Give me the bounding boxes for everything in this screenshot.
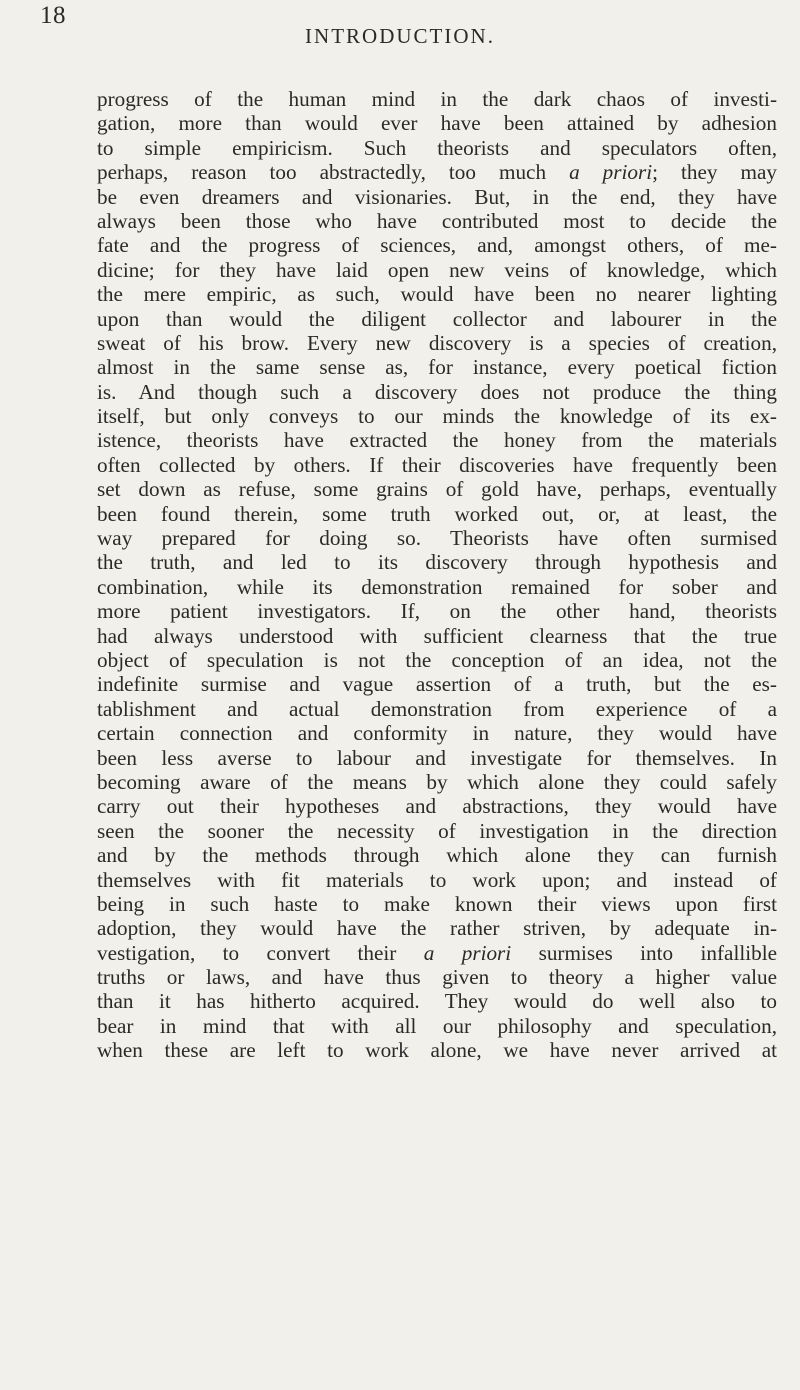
text-line: themselves with fit materials to work upon; and instead of [97,867,777,892]
text-line: istence, theorists have extracted the honey from the materials [97,428,777,453]
text-line: bear in mind that with all our philosophy and speculation, [97,1013,777,1038]
text-line: combination, while its demonstration remained for sober and [97,574,777,599]
text-line: more patient investigators. If, on the other hand, theorists [97,599,777,624]
text-line: fate and the progress of sciences, and, amongst others, of me- [97,233,777,258]
text-line: tablishment and actual demonstration from experience of a [97,696,777,721]
text-line: indefinite surmise and vague assertion of a truth, but the es- [97,672,777,697]
text-line: often collected by others. If their discoveries have frequently been [97,452,777,477]
text-line: upon than would the diligent collector and labourer in the [97,306,777,331]
text-line: carry out their hypotheses and abstractions, they would have [97,794,777,819]
text-line: than it has hitherto acquired. They would do well also to [97,989,777,1014]
page-number: 18 [40,2,66,29]
text-line: been found therein, some truth worked out, or, at least, the [97,501,777,526]
text-line: being in such haste to make known their views upon first [97,891,777,916]
text-line: always been those who have contributed most to decide the [97,208,777,233]
text-line: sweat of his brow. Every new discovery is a species of creation, [97,330,777,355]
text-line: truths or laws, and have thus given to theory a higher value [97,965,777,990]
text-line: the truth, and led to its discovery through hypothesis and [97,550,777,575]
text-line: the mere empiric, as such, would have been no nearer lighting [97,282,777,307]
text-line: be even dreamers and visionaries. But, in the end, they have [97,184,777,209]
text-line: been less averse to labour and investigate for themselves. In [97,745,777,770]
italic-phrase: a priori [423,940,512,965]
text-line: seen the sooner the necessity of investigation in the direction [97,818,777,843]
text-line: progress of the human mind in the dark chaos of investi- [97,87,777,111]
text-line: itself, but only conveys to our minds the knowledge of its ex- [97,404,777,429]
text-line: to simple empiricism. Such theorists and speculators often, [97,135,777,160]
text-line: gation, more than would ever have been attained by adhesion [97,111,777,136]
text-line: when these are left to work alone, we have never arrived at [97,1038,777,1063]
text-line: becoming aware of the means by which alone they could safely [97,769,777,794]
italic-phrase: a priori [569,160,653,185]
text-line: dicine; for they have laid open new veins of knowledge, which [97,257,777,282]
text-line: perhaps, reason too abstractedly, too much a priori; they may [97,160,778,185]
running-head: INTRODUCTION. [305,24,495,48]
text-line: is. And though such a discovery does not produce the thing [97,379,777,404]
text-line: certain connection and conformity in nature, they would have [97,721,777,746]
text-line: and by the methods through which alone they can furnish [97,843,777,868]
text-line: adoption, they would have the rather striven, by adequate in- [97,916,777,941]
text-line: object of speculation is not the conception of an idea, not the [97,647,777,672]
text-line: way prepared for doing so. Theorists have often surmised [97,526,777,551]
text-line: almost in the same sense as, for instance, every poetical fiction [97,355,777,380]
text-line: had always understood with sufficient clearness that the true [97,623,777,648]
body-paragraph [97,87,777,1063]
text-line: vestigation, to convert their a priori surmises into infallible [97,940,777,965]
text-line: set down as refuse, some grains of gold have, perhaps, eventually [97,477,777,502]
